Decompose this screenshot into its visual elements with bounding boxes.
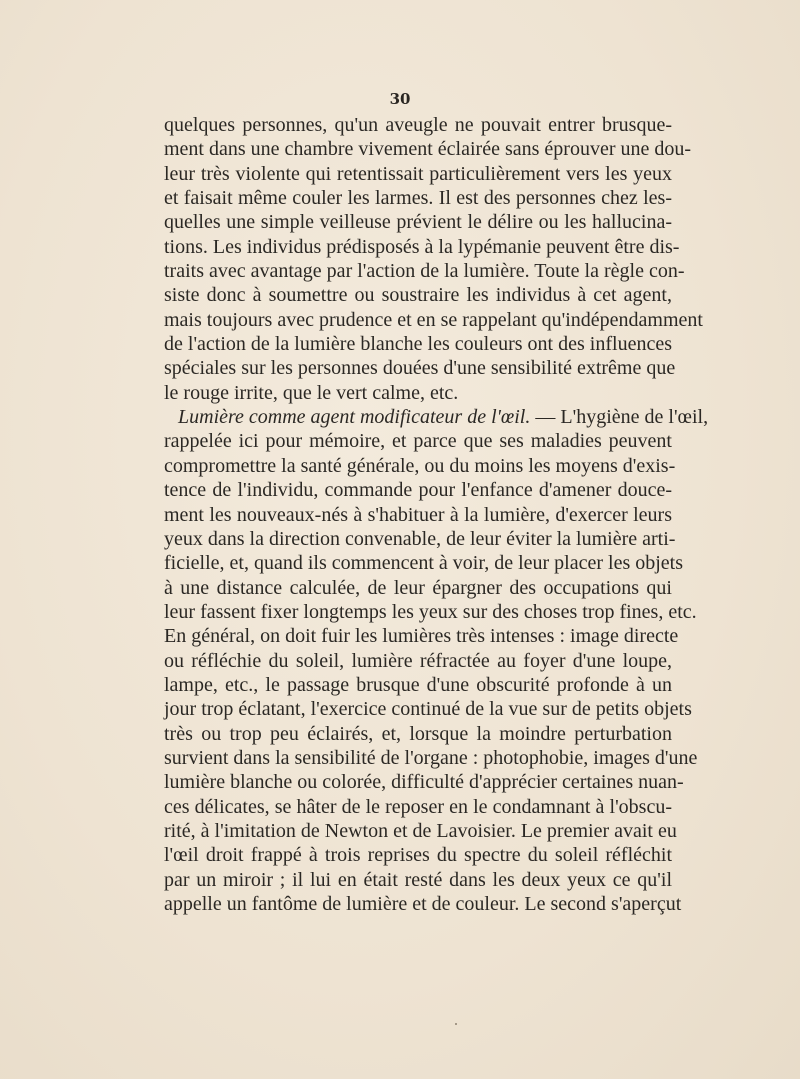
text-line: ficielle, et, quand ils commencent à voir, de leur placer les objets [164, 552, 684, 575]
section-heading: Lumière comme agent modificateur de l'œil. [178, 406, 531, 429]
text-line: lampe, etc., le passage brusque d'une obscurité profonde à un [164, 673, 672, 696]
text-line: traits avec avantage par l'action de la lumière. Toute la règle con- [164, 260, 685, 283]
text-line: compromettre la santé générale, ou du moins les moyens d'exis- [164, 454, 676, 477]
section-first-line [164, 405, 709, 429]
text-line: yeux dans la direction convenable, de leur éviter la lumière arti- [164, 527, 676, 550]
text-line: ment dans une chambre vivement éclairée sans éprouver une dou- [164, 138, 692, 161]
paper-speck [455, 1023, 457, 1025]
text-line: quelles une simple veilleuse prévient le délire ou les hallucina- [164, 211, 672, 234]
section-first-line-text: — L'hygiène de l'œil, [530, 406, 709, 429]
text-line: ou réfléchie du soleil, lumière réfractée au foyer d'une loupe, [164, 649, 672, 672]
text-line: ces délicates, se hâter de le reposer en le condamnant à l'obscu- [164, 795, 672, 818]
page-number: 30 [389, 90, 411, 108]
text-line: rappelée ici pour mémoire, et parce que ses maladies peuvent [164, 430, 672, 453]
text-line: le rouge irrite, que le vert calme, etc. [164, 381, 459, 404]
text-line: siste donc à soumettre ou soustraire les individus à cet agent, [164, 284, 672, 307]
text-line: tence de l'individu, commande pour l'enfance d'amener douce- [164, 479, 672, 502]
text-line: l'œil droit frappé à trois reprises du spectre du soleil réfléchit [164, 844, 672, 867]
text-line: par un miroir ; il lui en était resté dans les deux yeux ce qu'il [164, 868, 672, 891]
text-line: appelle un fantôme de lumière et de couleur. Le second s'aperçut [164, 893, 682, 915]
text-line: à une distance calculée, de leur épargner des occupations qui [164, 576, 672, 599]
text-line: tions. Les individus prédisposés à la lypémanie peuvent être dis- [164, 235, 680, 258]
text-line: spéciales sur les personnes douées d'une sensibilité extrême que [164, 357, 676, 380]
text-line: En général, on doit fuir les lumières très intenses : image directe [164, 625, 679, 648]
text-line: leur fassent fixer longtemps les yeux sur des choses trop fines, etc. [164, 600, 697, 623]
text-line: ment les nouveaux-nés à s'habituer à la lumière, d'exercer leurs [164, 503, 672, 526]
body-text [164, 113, 709, 916]
text-line: leur très violente qui retentissait particulièrement vers les yeux [164, 162, 672, 185]
text-line: de l'action de la lumière blanche les couleurs ont des influences [164, 333, 672, 356]
text-line: mais toujours avec prudence et en se rappelant qu'indépendamment [164, 308, 703, 331]
text-line: et faisait même couler les larmes. Il est des personnes chez les- [164, 187, 672, 210]
text-line: rité, à l'imitation de Newton et de Lavoisier. Le premier avait eu [164, 819, 677, 842]
text-line: survient dans la sensibilité de l'organe : photophobie, images d'une [164, 746, 698, 769]
text-line: lumière blanche ou colorée, difficulté d'apprécier certaines nuan- [164, 771, 684, 794]
text-line: très ou trop peu éclairés, et, lorsque la moindre perturbation [164, 722, 672, 745]
text-line: quelques personnes, qu'un aveugle ne pouvait entrer brusque- [164, 114, 672, 136]
text-line: jour trop éclatant, l'exercice continué de la vue sur de petits objets [164, 698, 692, 721]
